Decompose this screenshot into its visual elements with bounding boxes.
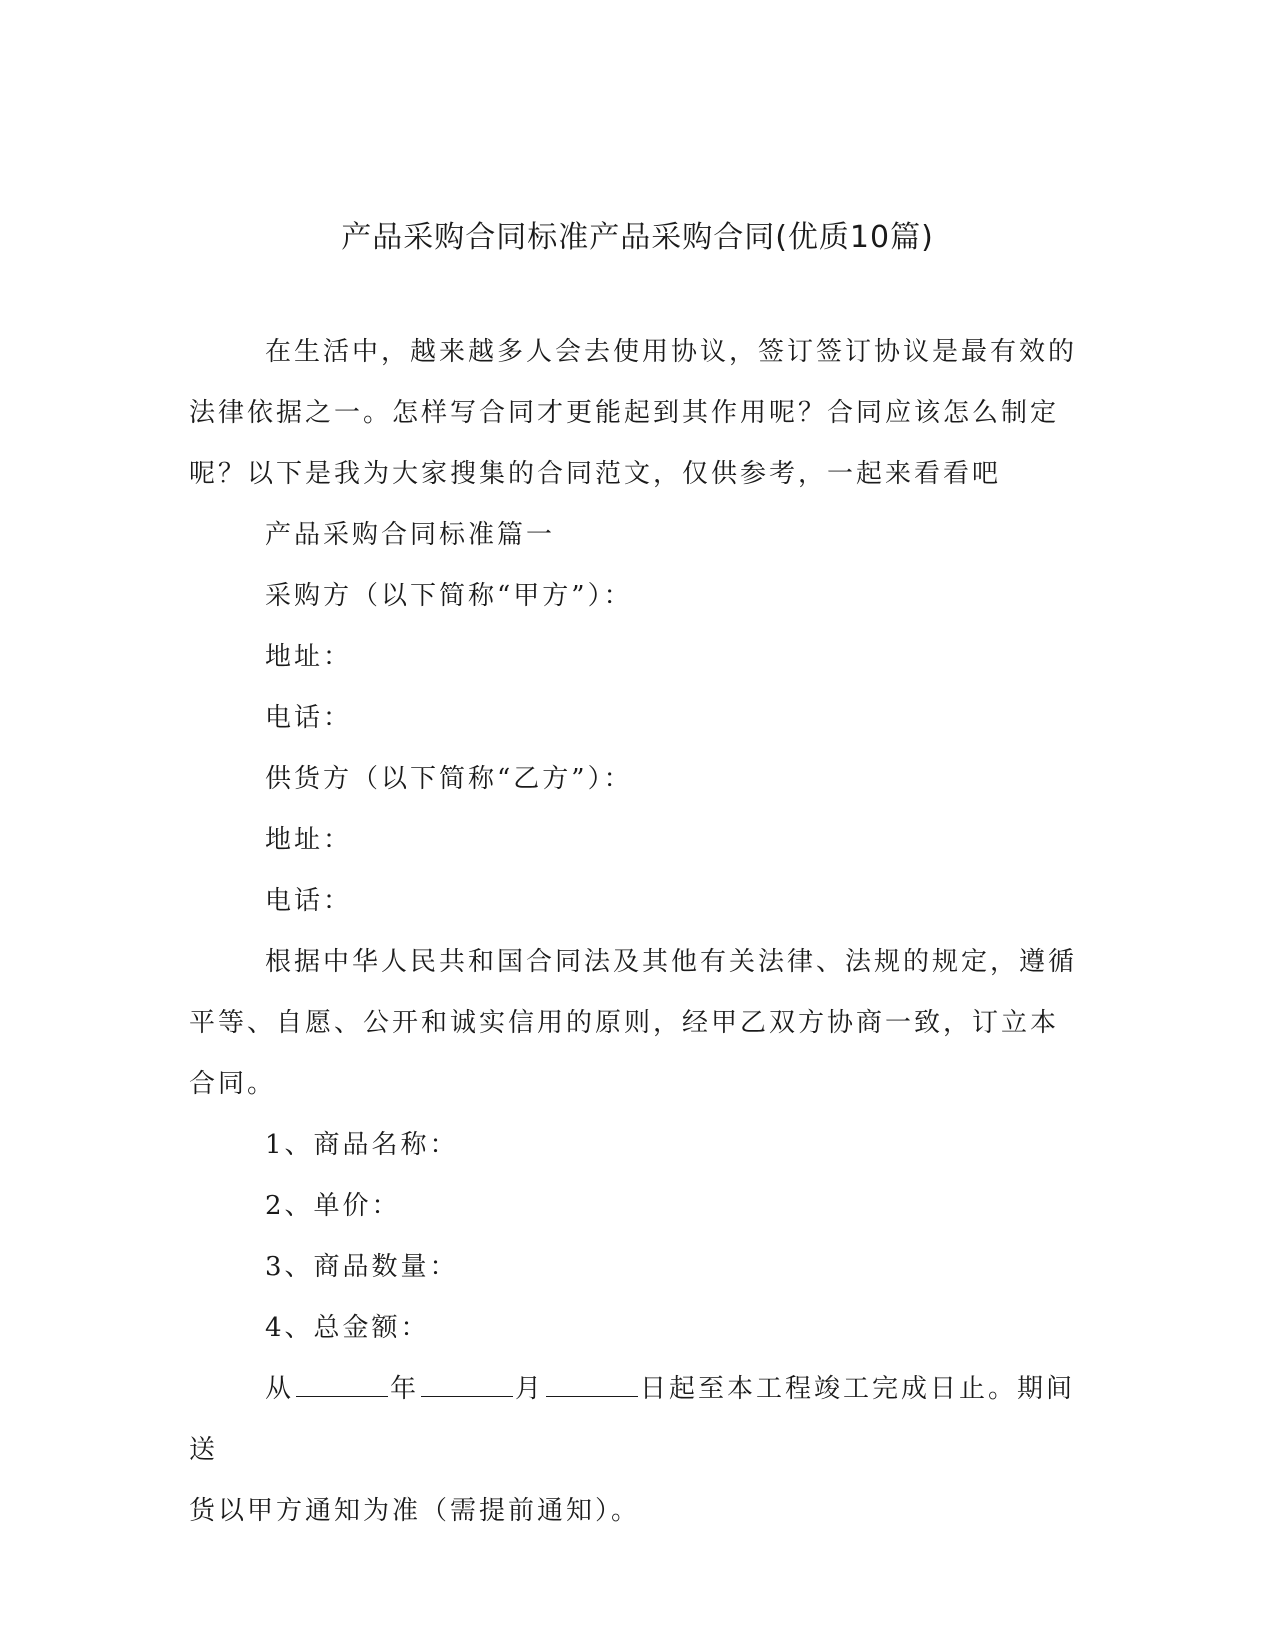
delivery-year: 年	[390, 1374, 420, 1404]
delivery-paragraph	[189, 1359, 1079, 1481]
preamble-paragraph: 根据中华人民共和国合同法及其他有关法律、法规的规定，遵循平等、自愿、公开和诚实信用的原则，经甲乙双方协商一致，订立本合同。	[189, 947, 1078, 1099]
item-1: 1、商品名称：	[265, 1130, 459, 1160]
buyer-address: 地址：	[265, 642, 353, 672]
delivery-rest-line1: 日起至本工程竣工完成日止。期间送	[189, 1374, 1076, 1465]
buyer-label: 采购方（以下简称“甲方”）：	[265, 581, 633, 611]
year-blank	[296, 1374, 388, 1397]
supplier-address: 地址：	[265, 825, 353, 855]
delivery-continuation: 货以甲方通知为准（需提前通知）。	[189, 1496, 641, 1526]
item-4: 4、总金额：	[265, 1313, 430, 1343]
day-blank	[546, 1374, 638, 1397]
document-body	[189, 322, 1079, 1542]
buyer-phone: 电话：	[265, 703, 353, 733]
intro-paragraph: 在生活中，越来越多人会去使用协议，签订签订协议是最有效的法律依据之一。怎样写合同才更能起到其作用呢？合同应该怎么制定呢？以下是我为大家搜集的合同范文，仅供参考，一起来看看吧	[189, 337, 1078, 489]
month-blank	[421, 1374, 513, 1397]
document-title: 产品采购合同标准产品采购合同(优质10篇)	[341, 220, 934, 255]
item-2: 2、单价：	[265, 1191, 401, 1221]
delivery-from: 从	[265, 1374, 295, 1404]
delivery-month: 月	[515, 1374, 545, 1404]
supplier-label: 供货方（以下简称“乙方”）：	[265, 764, 633, 794]
item-3: 3、商品数量：	[265, 1252, 459, 1282]
section-heading: 产品采购合同标准篇一	[265, 520, 556, 550]
supplier-phone: 电话：	[265, 886, 353, 916]
